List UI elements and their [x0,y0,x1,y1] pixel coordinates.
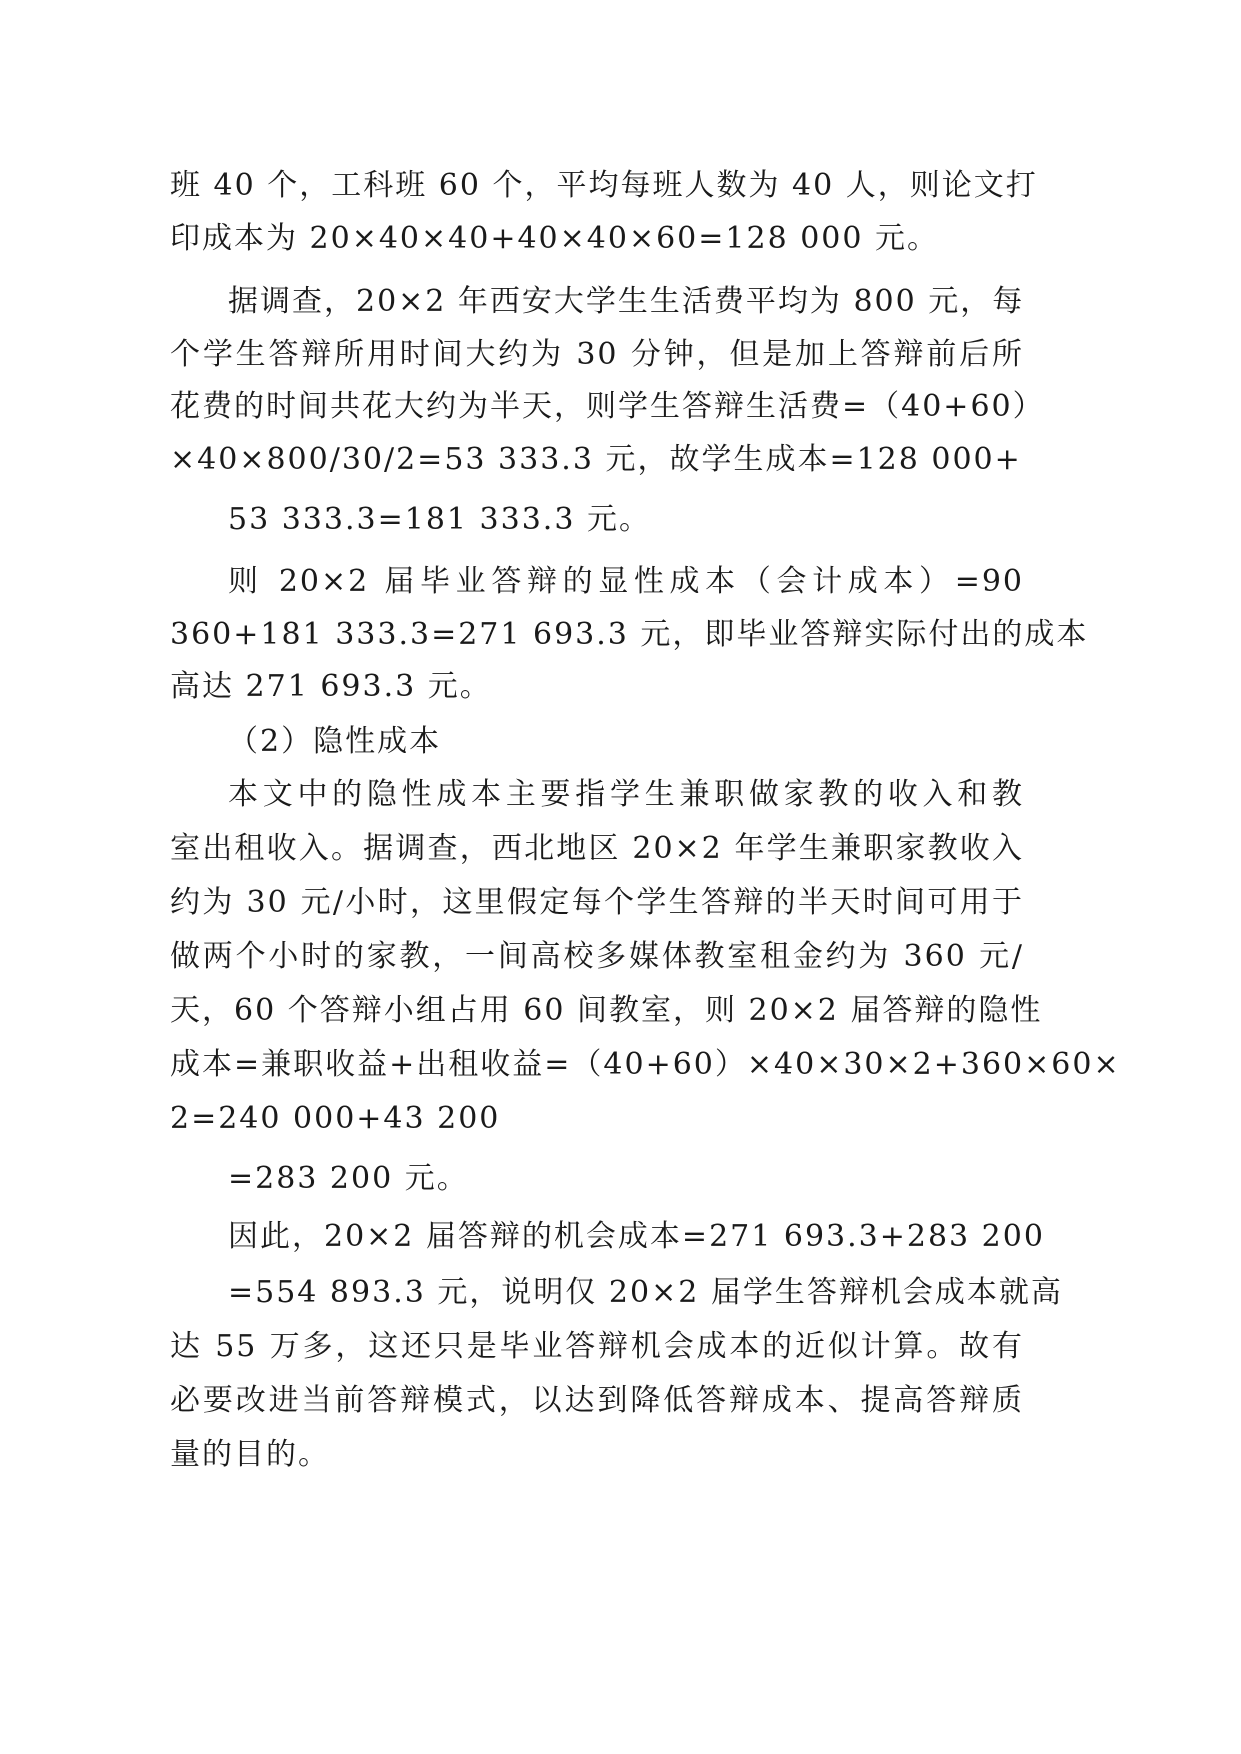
text-line-18: 2=240 000+43 200 [170,1101,501,1136]
text-line-17: 成本=兼职收益+出租收益=（40+60）×40×30×2+360×60× [170,1047,1121,1082]
text-line-19: =283 200 元。 [228,1161,469,1196]
text-line-1: 班 40 个，工科班 60 个，平均每班人数为 40 人，则论文打 [170,168,1038,203]
text-line-8: 则 20×2 届毕业答辩的显性成本（会计成本）=90 [228,564,1024,599]
text-line-5: 花费的时间共花大约为半天，则学生答辩生活费=（40+60） [170,389,1045,424]
text-line-14: 约为 30 元/小时，这里假定每个学生答辩的半天时间可用于 [170,885,1024,920]
text-line-10: 高达 271 693.3 元。 [170,669,492,704]
text-line-24: 量的目的。 [170,1437,330,1472]
section-heading: （2）隐性成本 [228,724,442,759]
text-line-15: 做两个小时的家教，一间高校多媒体教室租金约为 360 元/ [170,939,1024,974]
text-line-16: 天，60 个答辩小组占用 60 间教室，则 20×2 届答辩的隐性 [170,993,1043,1028]
text-line-13: 室出租收入。据调查，西北地区 20×2 年学生兼职家教收入 [170,831,1024,866]
text-line-4: 个学生答辩所用时间大约为 30 分钟，但是加上答辩前后所 [170,337,1024,372]
text-line-2: 印成本为 20×40×40+40×40×60=128 000 元。 [170,221,939,256]
text-line-12: 本文中的隐性成本主要指学生兼职做家教的收入和教 [228,777,1024,812]
text-line-9: 360+181 333.3=271 693.3 元，即毕业答辩实际付出的成本 [170,617,1089,652]
text-line-22: 达 55 万多，这还只是毕业答辩机会成本的近似计算。故有 [170,1329,1024,1364]
text-line-21: =554 893.3 元，说明仅 20×2 届学生答辩机会成本就高 [228,1275,1063,1310]
text-line-3: 据调查，20×2 年西安大学生生活费平均为 800 元，每 [228,284,1025,319]
text-line-6: ×40×800/30/2=53 333.3 元，故学生成本=128 000+ [170,442,1022,477]
text-line-7: 53 333.3=181 333.3 元。 [228,502,651,537]
text-line-20: 因此，20×2 届答辩的机会成本=271 693.3+283 200 [228,1219,1045,1254]
text-line-23: 必要改进当前答辩模式，以达到降低答辩成本、提高答辩质 [170,1383,1024,1418]
